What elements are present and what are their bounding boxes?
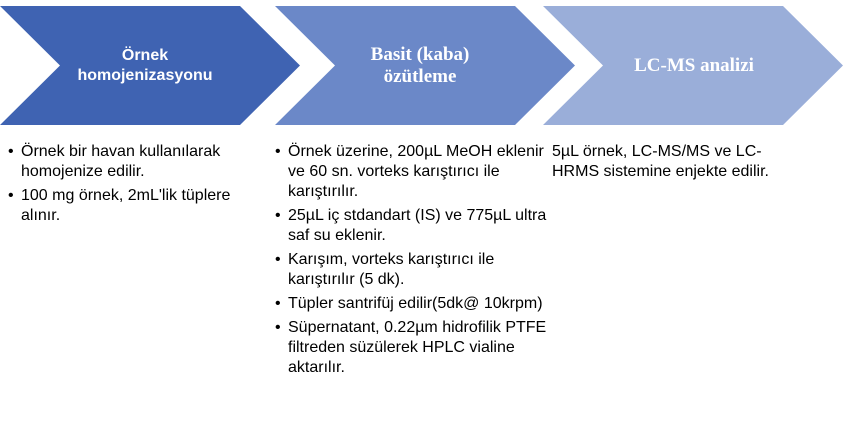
step-3-text: 5µL örnek, LC-MS/MS ve LC-HRMS sistemine enjekte edilir.: [552, 143, 769, 180]
bullet-icon: •: [8, 143, 14, 160]
list-item: [275, 206, 547, 246]
list-item: [275, 318, 547, 378]
step-3-label-line-1: LC-MS analizi: [634, 54, 754, 76]
list-item-text: Örnek üzerine, 200µL MeOH eklenir ve 60 sn. vorteks karıştırıcı ile karıştırılır.: [288, 143, 544, 200]
list-item-text: Karışım, vorteks karıştırıcı ile karıştırılır (5 dk).: [288, 251, 495, 288]
step-1-bullet-list: [8, 142, 270, 226]
step-2-bullet-list: [275, 142, 547, 378]
list-item-text: Süpernatant, 0.22µm hidrofilik PTFE filtreden süzülerek HPLC vialine aktarılır.: [288, 319, 547, 376]
step-2-label: [335, 6, 505, 125]
step-2-label-line-1: Basit (kaba): [370, 43, 470, 65]
list-item-text: 100 mg örnek, 2mL'lik tüplere alınır.: [21, 187, 231, 224]
list-item-text: 25µL iç stdandart (IS) ve 775µL ultra saf su eklenir.: [288, 207, 547, 244]
step-1-label-line-2: homojenizasyonu: [77, 66, 213, 84]
step-1-label-line-1: Örnek: [121, 46, 169, 64]
step-3-chevron: [543, 6, 843, 125]
list-item-text: Tüpler santrifüj edilir(5dk@ 10krpm): [288, 295, 543, 312]
list-item: [8, 142, 270, 182]
bullet-icon: •: [275, 319, 281, 336]
bullet-icon: •: [8, 187, 14, 204]
step-1-details: [8, 142, 270, 230]
step-3-details: [552, 142, 802, 182]
step-2-label-line-2: özütleme: [383, 65, 457, 87]
list-item: [275, 142, 547, 202]
list-item: [275, 250, 547, 290]
bullet-icon: •: [275, 143, 281, 160]
bullet-icon: •: [275, 251, 281, 268]
bullet-icon: •: [275, 207, 281, 224]
step-1-chevron: [0, 6, 300, 125]
step-2-details: [275, 142, 547, 382]
list-item-text: Örnek bir havan kullanılarak homojenize edilir.: [21, 143, 221, 180]
list-item: [8, 186, 270, 226]
step-1-label: [60, 6, 230, 125]
bullet-icon: •: [275, 295, 281, 312]
list-item: [275, 294, 547, 314]
step-3-label: [599, 6, 789, 125]
step-2-chevron: [275, 6, 575, 125]
